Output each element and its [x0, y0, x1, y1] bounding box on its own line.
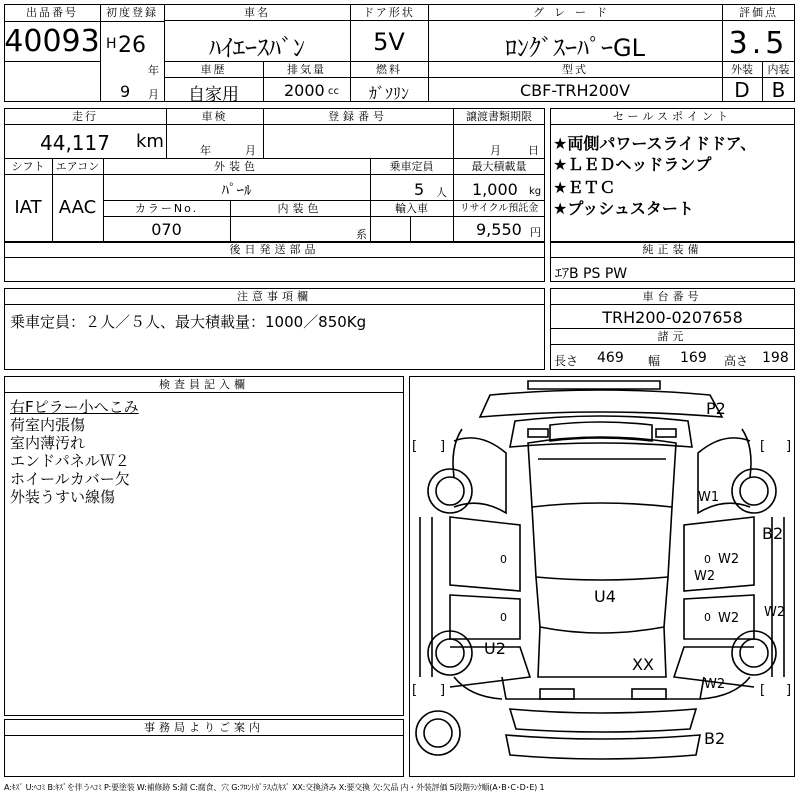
first-reg-year: 26 — [118, 33, 146, 58]
sales-point-item: ★ＥＴＣ — [553, 178, 616, 197]
bracket-mark: [ — [412, 683, 418, 698]
history: 自家用 — [188, 85, 239, 105]
chassis-label: 車台番号 — [642, 290, 703, 303]
displacement: 2000 — [284, 81, 325, 100]
score: 3.5 — [728, 26, 789, 61]
sales-point-item: ★プッシュスタート — [553, 199, 694, 218]
damage-mark-b2: B2 — [704, 729, 726, 748]
first-reg-label: 初度登録 — [106, 6, 158, 19]
inspector-line: 室内薄汚れ — [10, 434, 86, 452]
length-value: 469 — [597, 350, 624, 366]
chassis-number: TRH200-0207658 — [602, 308, 743, 327]
length-label: 長さ — [554, 354, 579, 368]
bracket-mark: [ — [412, 439, 418, 454]
bracket-mark: [ — [760, 439, 766, 454]
shift: IAT — [14, 197, 42, 218]
transfer-day-unit: 日 — [528, 144, 539, 157]
interior-grade: B — [771, 78, 786, 102]
dims-label: 諸元 — [657, 330, 688, 343]
damage-mark-w1: W1 — [698, 490, 720, 505]
recycle: 9,550 — [476, 220, 522, 239]
model: CBF-TRH200V — [519, 81, 631, 100]
displacement-label: 排気量 — [287, 63, 326, 76]
width-value: 169 — [680, 350, 707, 366]
inspector-line: 外装うすい線傷 — [10, 488, 116, 506]
capacity: 5 — [414, 180, 425, 199]
height-label: 高さ — [724, 354, 749, 368]
bracket-mark: [ — [760, 683, 766, 698]
inspection-month-unit: 月 — [245, 144, 256, 157]
inspector-line: ホイールカバー欠 — [10, 470, 130, 488]
transfer-month-unit: 月 — [490, 144, 501, 157]
transfer-label: 譲渡書類期限 — [466, 110, 532, 123]
grade: ﾛﾝｸﾞｽｰﾊﾟｰGL — [505, 34, 645, 62]
damage-mark-b2: B2 — [762, 524, 784, 543]
car-name-label: 車名 — [244, 6, 270, 19]
bracket-mark: ] — [786, 439, 792, 454]
car-name: ﾊｲｴｰｽﾊﾞﾝ — [209, 34, 305, 62]
zero-mark: 0 — [500, 553, 507, 566]
ext-color: ﾊﾟｰﾙ — [221, 181, 252, 199]
height-value: 198 — [762, 350, 789, 366]
capacity-label: 乗車定員 — [389, 160, 434, 173]
reg-no-label: 登録番号 — [328, 110, 388, 123]
int-color-unit: 系 — [356, 228, 367, 241]
damage-mark-u2: U2 — [484, 639, 506, 658]
recycle-unit: 円 — [530, 226, 541, 239]
ac: AAC — [58, 197, 97, 218]
max-load: 1,000 — [472, 180, 518, 199]
displacement-unit: cc — [328, 86, 339, 97]
sales-points-label: セールスポイント — [612, 110, 732, 123]
int-color-label: 内装色 — [277, 202, 323, 215]
ac-label: エアコン — [55, 160, 100, 173]
mileage-label: 走行 — [72, 110, 98, 123]
month-unit: 月 — [148, 88, 159, 101]
equipment-label: 純正装備 — [642, 243, 703, 256]
sales-point-item: ★両側パワースライドドア、 — [553, 134, 757, 153]
lot-no: 40093 — [4, 24, 100, 59]
damage-mark-p2: P2 — [706, 399, 726, 418]
year-unit: 年 — [148, 64, 159, 77]
zero-mark: 0 — [704, 553, 711, 566]
legend: A:ｷｽﾞ U:ﾍｺﾐ B:ｷｽﾞを伴うﾍｺﾐ P:要塗装 W:補修跡 S:錆 C:腐食、穴 G:ﾌﾛﾝﾄｶﾞﾗｽ点ｷｽﾞ XX:交換済み X:要交換 欠:欠品 内・外装評価 5段階ﾗﾝｸ順(A･B･C･D･E) 1 — [4, 783, 545, 792]
max-load-label: 最大積載量 — [471, 160, 527, 173]
bracket-mark: ] — [440, 439, 446, 454]
lot-no-label: 出品番号 — [26, 6, 78, 19]
damage-mark-xx: XX — [632, 655, 654, 674]
damage-mark-u4: U4 — [594, 587, 616, 606]
color-no: 070 — [151, 220, 182, 239]
history-label: 車歴 — [200, 63, 227, 76]
zero-mark: 0 — [704, 611, 711, 624]
notes-label: 注意事項欄 — [237, 290, 312, 303]
damage-mark-w2: W2 — [718, 552, 740, 567]
office-label: 事務局よりご案内 — [144, 721, 264, 734]
inspection-year-unit: 年 — [200, 144, 211, 157]
door-label: ドア形状 — [363, 6, 415, 19]
grade-label: グレード — [533, 6, 617, 19]
score-label: 評価点 — [739, 6, 778, 19]
inspector-line: エンドパネルＷ２ — [10, 452, 130, 470]
color-no-label: カラーNo. — [134, 202, 199, 215]
zero-mark: 0 — [500, 611, 507, 624]
interior-label: 内装 — [767, 63, 790, 76]
recycle-label: リサイクル預託金 — [459, 203, 539, 214]
damage-mark-w2: W2 — [764, 605, 786, 620]
mileage: 44,117 — [40, 131, 110, 155]
damage-mark-w2: W2 — [694, 569, 716, 584]
capacity-unit: 人 — [436, 186, 447, 199]
inspector-line: 荷室内張傷 — [10, 416, 86, 434]
damage-mark-w2: W2 — [704, 677, 726, 692]
damage-diagram — [409, 376, 795, 777]
later-parts-label: 後日発送部品 — [229, 243, 320, 256]
inspection-label: 車検 — [201, 110, 228, 123]
sales-point-item: ★ＬＥＤヘッドランプ — [553, 155, 712, 174]
bracket-mark: ] — [786, 683, 792, 698]
max-load-unit: kg — [529, 186, 542, 197]
notes-value: 乗車定員：２人／５人、最大積載量：1000／850Kg — [10, 313, 367, 331]
era: H — [106, 36, 117, 52]
width-label: 幅 — [648, 354, 661, 368]
inspector-label: 検査員記入欄 — [159, 378, 249, 391]
mileage-unit: km — [136, 131, 164, 152]
equipment-value: ｴｱB PS PW — [555, 266, 628, 282]
exterior-label: 外装 — [731, 63, 753, 76]
inspector-line: 右Fピラー小へこみ — [10, 398, 139, 416]
bracket-mark: ] — [440, 683, 446, 698]
ext-color-label: 外装色 — [214, 160, 259, 173]
first-reg-month: 9 — [120, 82, 131, 101]
exterior-grade: D — [734, 78, 750, 102]
damage-mark-w2: W2 — [718, 611, 740, 626]
specs-section — [4, 108, 545, 242]
shift-label: シフト — [11, 160, 45, 173]
model-label: 型式 — [562, 63, 588, 76]
fuel-label: 燃料 — [376, 63, 402, 76]
import-label: 輸入車 — [395, 202, 428, 215]
door: 5V — [373, 28, 405, 56]
vehicle-outline-diagram — [410, 377, 794, 776]
fuel: ｶﾞｿﾘﾝ — [368, 84, 409, 103]
